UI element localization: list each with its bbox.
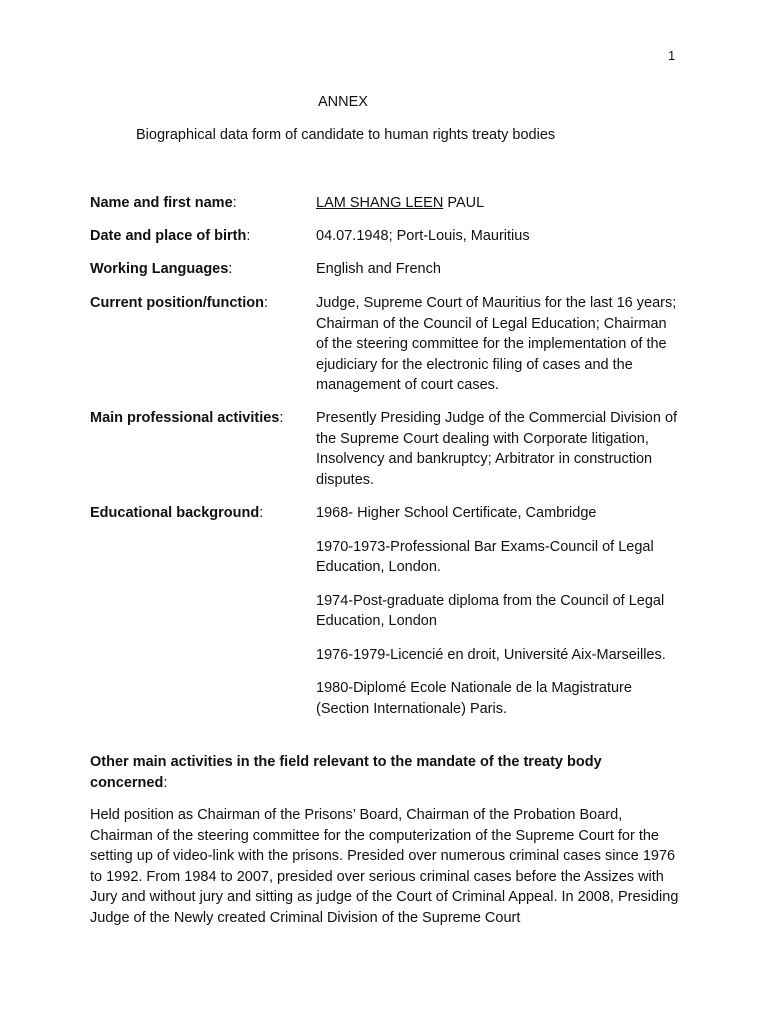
field-label-name: Name and first name: bbox=[90, 195, 237, 211]
education-list bbox=[316, 503, 680, 732]
field-label-education: Educational background: bbox=[90, 505, 264, 521]
field-value-name bbox=[316, 193, 680, 214]
field-value-birth: 04.07.1948; Port-Louis, Mauritius bbox=[316, 228, 530, 244]
field-label-birth: Date and place of birth: bbox=[90, 228, 251, 244]
education-item: 1976-1979-Licencié en droit, Université Aix-Marseilles. bbox=[316, 646, 666, 663]
field-value-position: Judge, Supreme Court of Mauritius for the last 16 years; Chairman of the Council of Legal Education; Chairman of the steering committee for the implementation of the ejudiciary for the electronic filing of cases and the management of court cases. bbox=[316, 295, 677, 393]
education-item: 1970-1973-Professional Bar Exams-Council of Legal Education, London. bbox=[316, 538, 654, 575]
first-name: PAUL bbox=[447, 195, 485, 211]
page-number: 1 bbox=[668, 48, 676, 63]
education-item: 1968- Higher School Certificate, Cambridge bbox=[316, 505, 597, 521]
form-subtitle: Biographical data form of candidate to human rights treaty bodies bbox=[136, 127, 556, 143]
field-label-languages: Working Languages: bbox=[90, 261, 233, 277]
field-value-activities: Presently Presiding Judge of the Commercial Division of the Supreme Court dealing with Corporate litigation, Insolvency and bankruptcy; Arbitrator in construction disputes. bbox=[316, 410, 678, 488]
field-value-languages: English and French bbox=[316, 261, 441, 277]
education-item: 1980-Diplomé Ecole Nationale de la Magistrature (Section Internationale) Paris. bbox=[316, 680, 632, 717]
annex-title: ANNEX bbox=[318, 94, 368, 110]
other-activities-body: Held position as Chairman of the Prisons’ Board, Chairman of the Probation Board, Chairman of the steering committee for the computerization of the Supreme Court for the setting up of video-link with the prisons. Presided over numerous criminal cases since 1976 to 1992. From 1984 to 2007, presided over serious criminal cases before the Assizes with Jury and without jury and sitting as judge of the Court of Criminal Appeal. In 2008, Presiding Judge of the Newly created Criminal Division of the Supreme Court bbox=[90, 807, 679, 926]
field-label-position: Current position/function: bbox=[90, 295, 269, 311]
education-item: 1974-Post-graduate diploma from the Council of Legal Education, London bbox=[316, 592, 665, 629]
field-label-activities: Main professional activities: bbox=[90, 410, 284, 426]
other-activities-heading: Other main activities in the field relevant to the mandate of the treaty body concerned: bbox=[90, 754, 602, 791]
surname: LAM SHANG LEEN bbox=[316, 195, 444, 211]
